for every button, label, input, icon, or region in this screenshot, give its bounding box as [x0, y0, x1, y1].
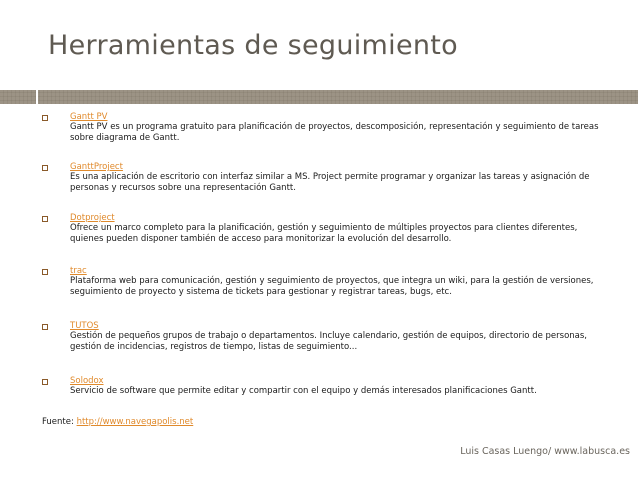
hollow-square-bullet-icon — [42, 379, 48, 385]
list-item-body — [70, 321, 604, 352]
tool-description: Gantt PV es un programa gratuito para planificación de proyectos, descomposición, representación y seguimiento de tareas sobre diagrama de Gantt. — [70, 122, 599, 143]
list-item-body — [70, 376, 604, 397]
source-label: Fuente: — [42, 417, 74, 427]
tool-link-dotproject[interactable]: Dotproject — [70, 213, 115, 223]
tool-link-ganttproject[interactable]: GanttProject — [70, 162, 123, 172]
hollow-square-bullet-icon — [42, 216, 48, 222]
tool-link-gantt-pv[interactable]: Gantt PV — [70, 112, 108, 122]
list-item-body — [70, 266, 604, 297]
hollow-square-bullet-icon — [42, 269, 48, 275]
source-link[interactable]: http://www.navegapolis.net — [76, 417, 194, 427]
tool-description: Es una aplicación de escritorio con interfaz similar a MS. Project permite programar y organizar las tareas y asignación de personas y recursos sobre una representación Gantt. — [70, 172, 590, 193]
list-item-body — [70, 213, 604, 244]
title-divider-bar — [0, 90, 638, 104]
tool-description: Gestión de pequeños grupos de trabajo o departamentos. Incluye calendario, gestión de equipos, directorio de personas, gestión de incidencias, registros de tiempo, listas de seguimiento... — [70, 331, 588, 352]
tool-description: Plataforma web para comunicación, gestión y seguimiento de proyectos, que integra un wiki, para la gestión de versiones, seguimiento de proyecto y sistema de tickets para gestionar y registrar tareas, bugs, etc. — [70, 276, 594, 297]
hollow-square-bullet-icon — [42, 165, 48, 171]
source-line — [42, 417, 193, 427]
tool-link-tutos[interactable]: TUTOS — [70, 321, 99, 331]
footer-credit: Luis Casas Luengo/ www.labusca.es — [460, 446, 630, 457]
tool-description: Servicio de software que permite editar y compartir con el equipo y demás interesados planificaciones Gantt. — [70, 386, 537, 396]
tool-link-trac[interactable]: trac — [70, 266, 87, 276]
slide-title: Herramientas de seguimiento — [48, 30, 458, 61]
tool-link-solodox[interactable]: Solodox — [70, 376, 104, 386]
list-item-body — [70, 162, 604, 193]
list-item-body — [70, 112, 604, 143]
tool-description: Ofrece un marco completo para la planificación, gestión y seguimiento de múltiples proyectos para clientes diferentes, quienes pueden disponer también de acceso para monitorizar la evolución del desarrollo. — [70, 223, 578, 244]
hollow-square-bullet-icon — [42, 324, 48, 330]
hollow-square-bullet-icon — [42, 115, 48, 121]
